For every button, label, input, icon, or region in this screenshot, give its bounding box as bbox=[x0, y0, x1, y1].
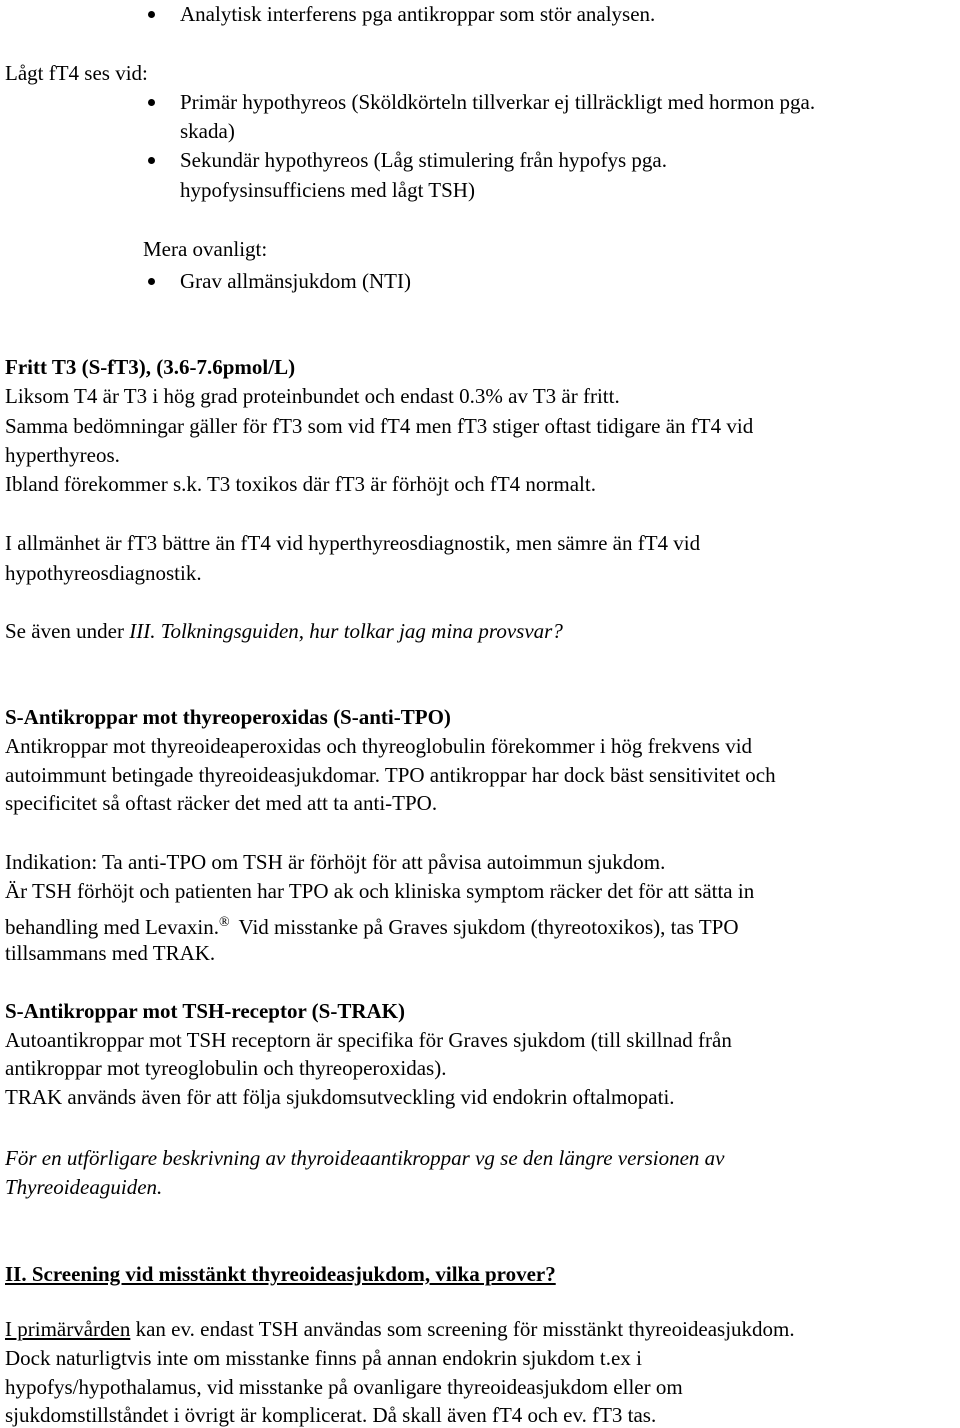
sub-label: Mera ovanligt: bbox=[143, 237, 268, 261]
list-item: Analytisk interferens pga antikroppar som stör analysen. bbox=[180, 2, 656, 26]
list-item: Grav allmänsjukdom (NTI) bbox=[180, 269, 411, 293]
list-item-continued: hypofysinsufficiens med lågt TSH) bbox=[180, 178, 475, 202]
paragraph-line: Samma bedömningar gäller för fT3 som vid fT4 men fT3 stiger oftast tidigare än fT4 vid bbox=[5, 414, 754, 438]
bullet-marker bbox=[148, 11, 155, 18]
registered-mark: ® bbox=[219, 915, 230, 930]
paragraph-line: specificitet så oftast räcker det med att ta anti-TPO. bbox=[5, 791, 438, 815]
paragraph-line bbox=[5, 1316, 795, 1342]
ft3-heading: Fritt T3 (S-fT3), (3.6-7.6pmol/L) bbox=[5, 355, 296, 379]
list-item: Sekundär hypothyreos (Låg stimulering från hypofys pga. bbox=[180, 148, 667, 172]
paragraph-line: Autoantikroppar mot TSH receptorn är specifika för Graves sjukdom (till skillnad från bbox=[5, 1028, 732, 1052]
levaxin-text: behandling med Levaxin. bbox=[5, 915, 220, 939]
paragraph-line: tillsammans med TRAK. bbox=[5, 941, 216, 965]
note-line: Thyreoideaguiden. bbox=[5, 1175, 163, 1199]
paragraph-line: Dock naturligtvis inte om misstanke finns på annan endokrin sjukdom t.ex i bbox=[5, 1346, 642, 1370]
anti-tpo-heading: S-Antikroppar mot thyreoperoxidas (S-anti-TPO) bbox=[5, 705, 451, 729]
paragraph-line: sjukdomstillståndet i övrigt är komplicerat. Då skall även fT4 och ev. fT3 tas. bbox=[5, 1403, 657, 1427]
paragraph-line: Liksom T4 är T3 i hög grad proteinbundet och endast 0.3% av T3 är fritt. bbox=[5, 384, 620, 408]
see-also-line bbox=[5, 618, 563, 644]
bullet-marker bbox=[148, 99, 155, 106]
paragraph-line: Är TSH förhöjt och patienten har TPO ak och kliniska symptom räcker det för att sätta in bbox=[5, 879, 755, 903]
paragraph-line: Ibland förekommer s.k. T3 toxikos där fT3 är förhöjt och fT4 normalt. bbox=[5, 472, 596, 496]
paragraph-line: hypofys/hypothalamus, vid misstanke på ovanligare thyreoideasjukdom eller om bbox=[5, 1375, 683, 1399]
paragraph-line: autoimmunt betingade thyreoideasjukdomar. TPO antikroppar har dock bäst sensitivitet och bbox=[5, 763, 776, 787]
bullet-marker bbox=[148, 278, 155, 285]
paragraph-line: Antikroppar mot thyreoideaperoxidas och thyreoglobulin förekommer i hög frekvens vid bbox=[5, 734, 753, 758]
primary-care-link[interactable]: I primärvården bbox=[5, 1317, 131, 1341]
graves-text: Vid misstanke på Graves sjukdom (thyreotoxikos), tas TPO bbox=[233, 915, 739, 939]
paragraph-line: hypothyreosdiagnostik. bbox=[5, 561, 202, 585]
screening-text: kan ev. endast TSH användas som screening för misstänkt thyreoideasjukdom. bbox=[130, 1317, 795, 1341]
list-item-continued: skada) bbox=[180, 119, 235, 143]
paragraph-line bbox=[5, 910, 739, 940]
paragraph-line: I allmänhet är fT3 bättre än fT4 vid hyperthyreosdiagnostik, men sämre än fT4 vid bbox=[5, 531, 701, 555]
trak-heading: S-Antikroppar mot TSH-receptor (S-TRAK) bbox=[5, 999, 405, 1023]
see-also-prefix: Se även under bbox=[5, 619, 130, 643]
paragraph-line: hyperthyreos. bbox=[5, 443, 120, 467]
paragraph-line: antikroppar mot tyreoglobulin och thyreoperoxidas). bbox=[5, 1056, 447, 1080]
section-heading: Lågt fT4 ses vid: bbox=[5, 61, 148, 85]
paragraph-line: TRAK används även för att följa sjukdomsutveckling vid endokrin oftalmopati. bbox=[5, 1085, 675, 1109]
note-line: För en utförligare beskrivning av thyroideaantikroppar vg se den längre versionen av bbox=[5, 1146, 725, 1170]
indication-line: Indikation: Ta anti-TPO om TSH är förhöjt för att påvisa autoimmun sjukdom. bbox=[5, 850, 666, 874]
list-item: Primär hypothyreos (Sköldkörteln tillverkar ej tillräckligt med hormon pga. bbox=[180, 90, 816, 114]
bullet-marker bbox=[148, 157, 155, 164]
screening-heading: II. Screening vid misstänkt thyreoideasjukdom, vilka prover? bbox=[5, 1262, 556, 1286]
see-also-link[interactable]: III. Tolkningsguiden, hur tolkar jag mina provsvar? bbox=[129, 619, 563, 643]
